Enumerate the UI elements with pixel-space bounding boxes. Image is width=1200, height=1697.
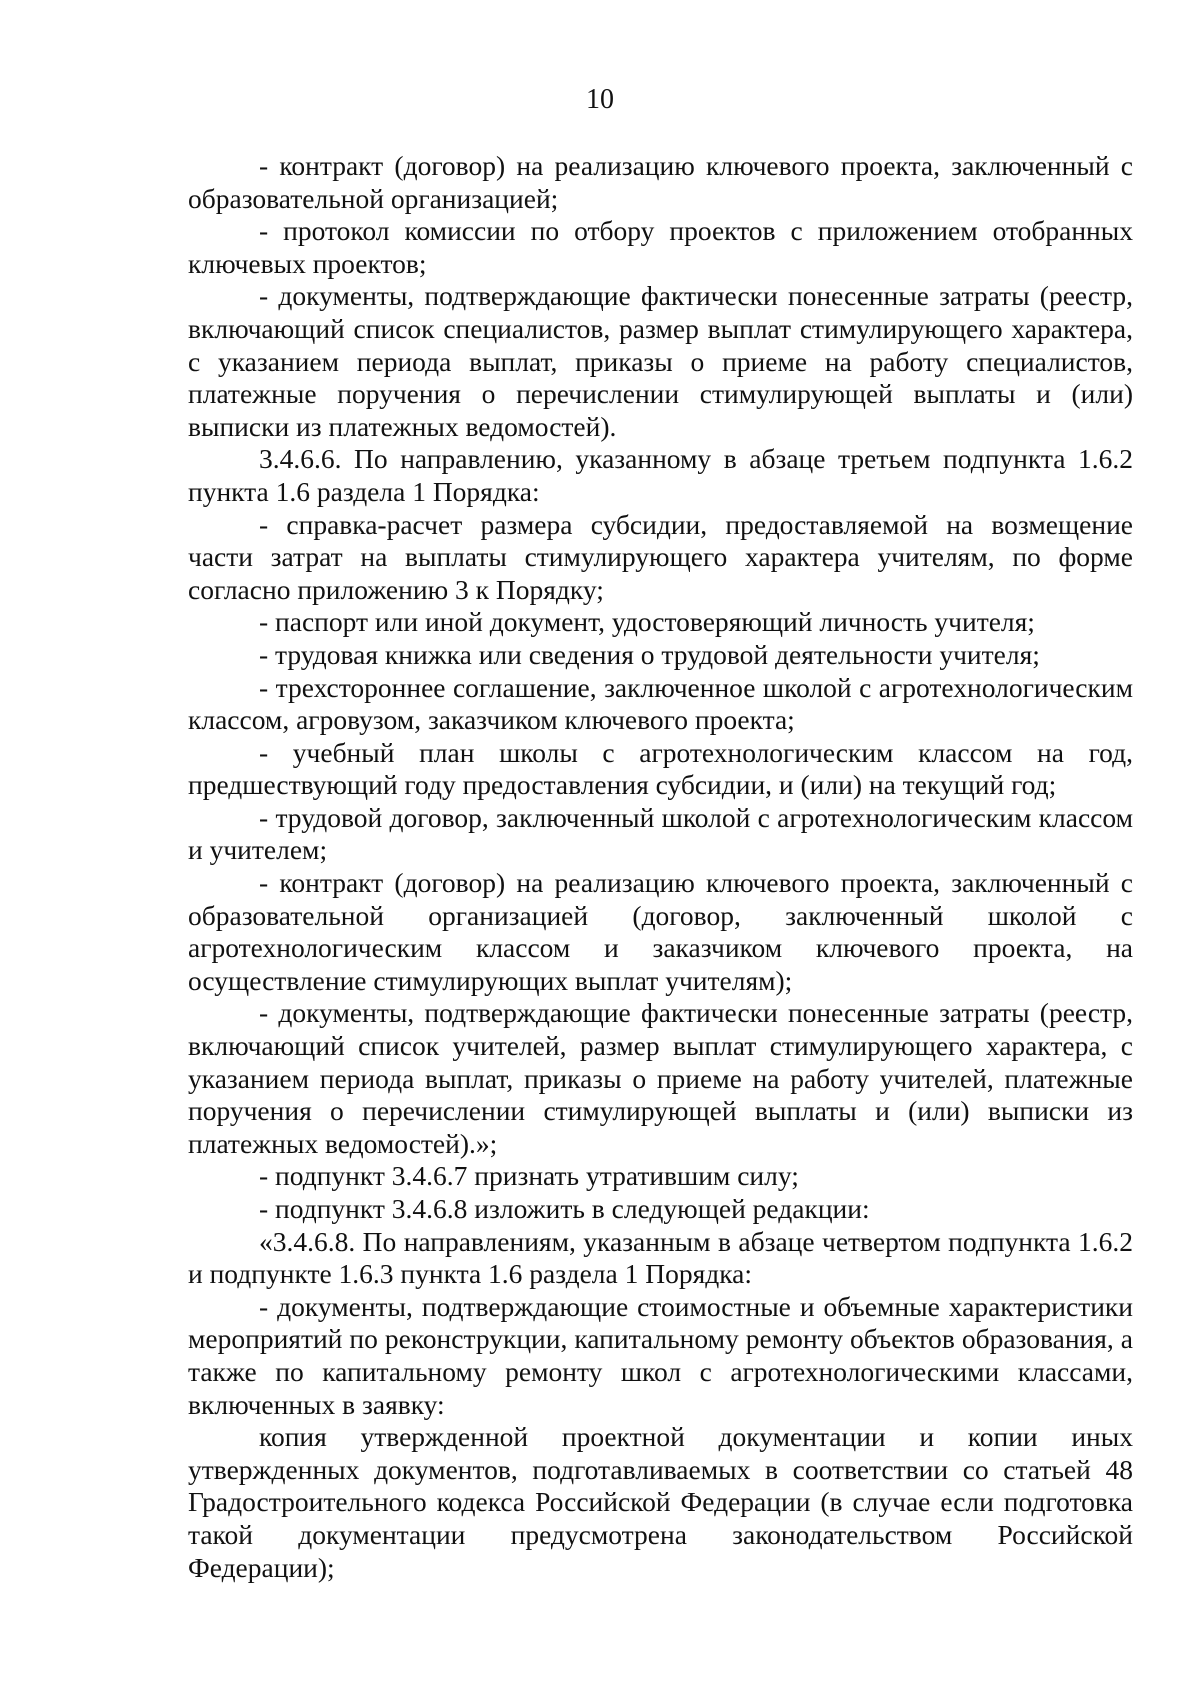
paragraph-project-contract: - контракт (договор) на реализацию ключевого проекта, заключенный с образовательной организацией (договор, заключенный школой с агротехнологическим классом и заказчиком ключевого проекта, на осуществление стимулирующих выплат учителям); xyxy=(188,867,1133,996)
paragraph-project-documentation: копия утвержденной проектной документации и копии иных утвержденных документов, подготавливаемых в соответствии со статьей 48 Градостроительного кодекса Российской Федерации (в случае если подготовка такой документации предусмотрена законодательством Российской Федерации); xyxy=(188,1421,1133,1583)
document-body xyxy=(188,150,1133,1584)
paragraph-cost-characteristics: - документы, подтверждающие стоимостные и объемные характеристики мероприятий по реконструкции, капитальному ремонту объектов образования, а также по капитальному ремонту школ с агротехнологическими классами, включенных в заявку: xyxy=(188,1290,1133,1420)
page-number: 10 xyxy=(586,84,614,115)
paragraph-teacher-costs: - документы, подтверждающие фактически понесенные затраты (реестр, включающий список учителей, размер выплат стимулирующего характера, с указанием периода выплат, приказы о приеме на работу учителей, платежные поручения о перечислении стимулирующей выплаты и (или) выписки из платежных ведомостей).»; xyxy=(188,997,1133,1159)
paragraph-section-3-4-6-8: «3.4.6.8. По направлениям, указанным в абзаце четвертом подпункта 1.6.2 и подпункте 1.6.3 пункта 1.6 раздела 1 Порядка: xyxy=(188,1225,1133,1290)
paragraph-tripartite-agreement: - трехстороннее соглашение, заключенное школой с агротехнологическим классом, агровузом, заказчиком ключевого проекта; xyxy=(188,671,1133,736)
paragraph-contract: - контракт (договор) на реализацию ключевого проекта, заключенный с образовательной организацией; xyxy=(188,150,1133,214)
paragraph-passport: - паспорт или иной документ, удостоверяющий личность учителя; xyxy=(259,606,1035,638)
paragraph-commission-protocol: - протокол комиссии по отбору проектов с приложением отобранных ключевых проектов; xyxy=(188,215,1133,279)
paragraph-amend-3-4-6-8: - подпункт 3.4.6.8 изложить в следующей редакции: xyxy=(259,1193,870,1224)
paragraph-employment-contract: - трудовой договор, заключенный школой с агротехнологическим классом и учителем; xyxy=(188,801,1133,866)
paragraph-repeal-3-4-6-7: - подпункт 3.4.6.7 признать утратившим силу; xyxy=(259,1160,799,1192)
paragraph-section-3-4-6-6: 3.4.6.6. По направлению, указанному в абзаце третьем подпункта 1.6.2 пункта 1.6 раздела 1 Порядка: xyxy=(188,443,1133,507)
paragraph-subsidy-calculation: - справка-расчет размера субсидии, предоставляемой на возмещение части затрат на выплаты стимулирующего характера учителям, по форме согласно приложению 3 к Порядку; xyxy=(188,508,1133,605)
paragraph-curriculum: - учебный план школы с агротехнологическим классом на год, предшествующий году предоставления субсидии, и (или) на текущий год; xyxy=(188,736,1133,801)
paragraph-specialist-costs: - документы, подтверждающие фактически понесенные затраты (реестр, включающий список специалистов, размер выплат стимулирующего характера, с указанием периода выплат, приказы о приеме на работу специалистов, платежные поручения о перечислении стимулирующей выплаты и (или) выписки из платежных ведомостей). xyxy=(188,280,1133,442)
paragraph-employment-record: - трудовая книжка или сведения о трудовой деятельности учителя; xyxy=(259,638,1040,670)
